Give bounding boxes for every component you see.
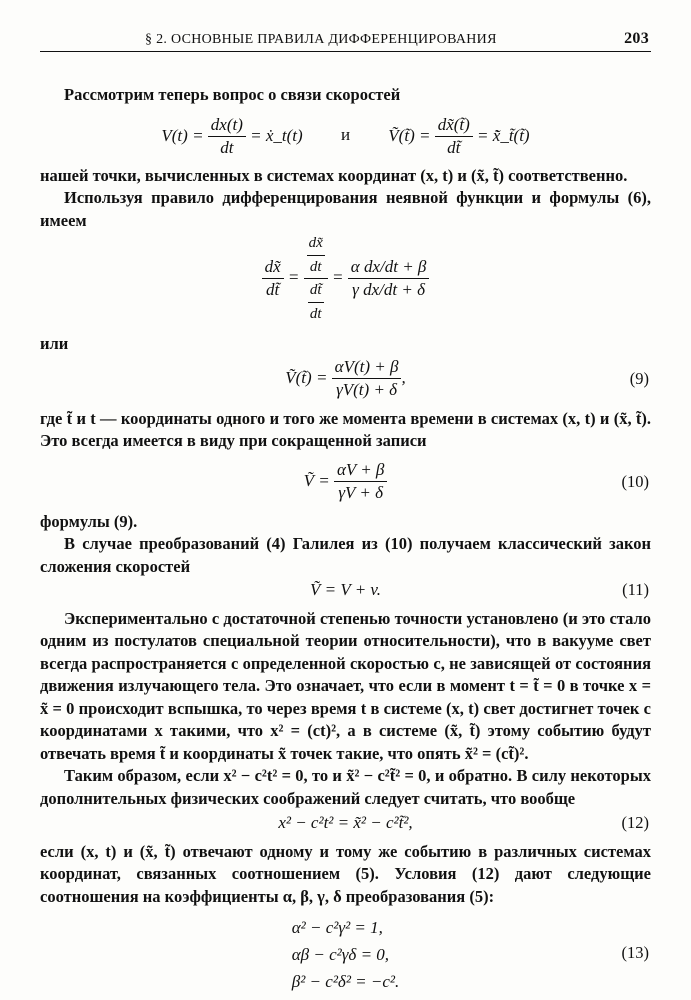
equation-number: (10): [621, 471, 649, 491]
paragraph: нашей точки, вычисленных в системах координат (x, t) и (x̃, t̃) соответственно.: [40, 165, 628, 185]
equation-number: (12): [621, 813, 649, 832]
section-title: § 2. ОСНОВНЫЕ ПРАВИЛА ДИФФЕРЕНЦИРОВАНИЯ: [145, 32, 497, 47]
body-text: [40, 84, 651, 995]
fraction: $\frac{\frac{dx̃}{dt}}{\frac{dt̃}{dt}}$: [304, 232, 328, 325]
paragraph: если (x, t) и (x̃, t̃) отвечают одному и тому же событию в различных системах координат, связанных соотношением (5). Условия (12) дают следующие соотношения на коэффициенты α, β, γ, δ преобразования (5):: [40, 841, 651, 906]
paragraph: Рассмотрим теперь вопрос о связи скоростей: [64, 85, 401, 104]
equation-11: Ṽ = V + v. (11): [40, 579, 651, 602]
paragraph: или: [40, 334, 69, 353]
paragraph: где t̃ и t — координаты одного и того же момента времени в системах (x, t) и (x̃, t̃). Это всегда имеется в виду при сокращенной записи: [40, 408, 651, 450]
equation-12: x² − c²t² = x̃² − c²t̃², (12): [40, 812, 651, 835]
running-header: [40, 28, 651, 50]
equation-13: [40, 914, 651, 995]
page-number: 203: [624, 30, 649, 47]
fraction: $\frac{dx̃(t̃)}{dt̃}$: [435, 114, 473, 160]
equation-derivative: $\frac{dx̃}{dt̃}$ = $\frac{\frac{dx̃}{dt}}{\frac{dt̃}{dt}}$ = $\frac{\text{α dx/dt + β}}{\text{γ dx/dt + δ}}$: [40, 232, 651, 325]
equation-9: Ṽ(t̃) = $\frac{\alpha V(t) + \beta}{\gamma V(t) + \delta}$ , (9): [40, 356, 651, 402]
equation-number: (9): [629, 368, 649, 388]
paragraph: формулы (9).: [40, 511, 138, 531]
fraction: $\frac{\text{α dx/dt + β}}{\text{γ dx/dt + δ}}$: [348, 256, 430, 302]
equation-number: (13): [621, 943, 649, 962]
equation-velocities: V(t) = $\frac{dx(t)}{dt}$ = ẋ_t(t) и Ṽ(t̃) = $\frac{dx̃(t̃)}{dt̃}$ = x̃̇_t̃(t̃): [40, 114, 651, 160]
paragraph: В случае преобразований (4) Галилея из (10) получаем классический закон сложения скоростей: [40, 534, 651, 576]
header-rule: [40, 51, 651, 52]
equation-10: Ṽ = $\frac{\alpha V + \beta}{\gamma V + \delta}$ (10): [40, 459, 651, 505]
equation-system: α² − c²γ² = 1, αβ − c²γδ = 0, β² − c²δ² = −c².: [291, 918, 400, 991]
fraction: $\frac{\alpha V + \beta}{\gamma V + \delta}$: [334, 459, 387, 505]
fraction: $\frac{dx̃}{dt̃}$: [262, 256, 284, 302]
paragraph: Таким образом, если x² − c²t² = 0, то и x̃² − c²t̃² = 0, и обратно. В силу некоторых дополнительных физических соображений следует считать, что вообще: [40, 766, 651, 808]
paragraph: Используя правило дифференцирования неявной функции и формулы (6), имеем: [40, 188, 651, 230]
paragraph: Экспериментально с достаточной степенью точности установлено (и это стало одним из постулатов специальной теории относительности), что в вакууме свет всегда распространяется с определенной скоростью c, не зависящей от состояния движения излучающего тела. Это означает, что если в момент t = t̃ = 0 в точке x = x̃ = 0 происходит вспышка, то через время t в системе (x, t) свет достигнет точек с координатами x такими, что x² = (ct)², а в системе (x̃, t̃) этому событию будут отвечать время t̃ и координаты x̃ точек такие, что опять x̃² = (ct̃)².: [40, 608, 651, 763]
fraction: $\frac{\alpha V(t) + \beta}{\gamma V(t) + \delta}$: [332, 356, 402, 402]
equation-number: (11): [622, 580, 649, 599]
fraction: $\frac{dx(t)}{dt}$: [208, 114, 246, 160]
book-page: [40, 28, 651, 995]
